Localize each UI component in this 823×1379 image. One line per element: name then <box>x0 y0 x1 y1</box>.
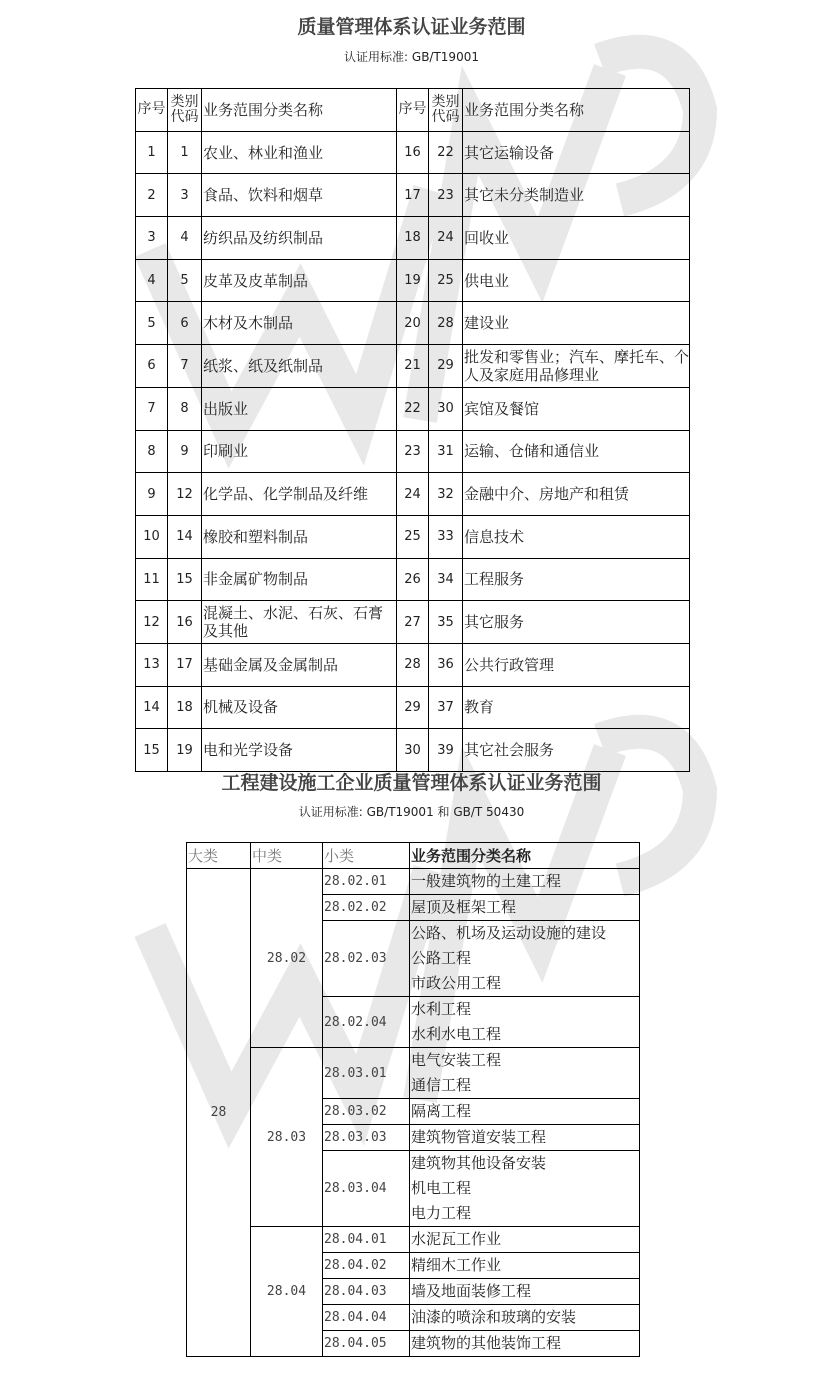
row-name: 食品、饮料和烟草 <box>202 174 397 217</box>
row-code: 30 <box>429 387 463 430</box>
row-code: 22 <box>429 131 463 174</box>
row-seq: 29 <box>397 686 429 729</box>
row-seq: 10 <box>136 515 168 558</box>
row-seq: 6 <box>136 345 168 388</box>
row-name: 金融中介、房地产和租赁 <box>463 473 690 516</box>
table-row <box>136 302 690 345</box>
minor-category: 28.04.05 <box>323 1331 410 1357</box>
row-name: 化学品、化学制品及纤维 <box>202 473 397 516</box>
row-name: 木材及木制品 <box>202 302 397 345</box>
row-seq: 19 <box>397 259 429 302</box>
row-code: 18 <box>168 686 202 729</box>
row-code: 1 <box>168 131 202 174</box>
row-code: 23 <box>429 174 463 217</box>
middle-category: 28.02 <box>251 869 323 1048</box>
scope-name-cell <box>410 1125 640 1151</box>
row-name: 非金属矿物制品 <box>202 558 397 601</box>
row-code: 17 <box>168 643 202 686</box>
scope-name-cell <box>410 1099 640 1125</box>
scope-name: 一般建筑物的土建工程 <box>411 872 562 890</box>
row-code: 32 <box>429 473 463 516</box>
row-name: 电和光学设备 <box>202 729 397 772</box>
row-seq: 12 <box>136 601 168 644</box>
minor-category: 28.03.04 <box>323 1151 410 1227</box>
scope-name: 油漆的喷涂和玻璃的安装 <box>411 1308 577 1326</box>
scope-name: 电力工程 <box>411 1204 472 1222</box>
minor-category: 28.02.01 <box>323 869 410 895</box>
header-name: 业务范围分类名称 <box>463 89 690 132</box>
table-row <box>136 217 690 260</box>
row-code: 36 <box>429 643 463 686</box>
row-code: 37 <box>429 686 463 729</box>
row-name: 其它未分类制造业 <box>463 174 690 217</box>
header-seq: 序号 <box>397 89 429 132</box>
row-code: 39 <box>429 729 463 772</box>
row-code: 19 <box>168 729 202 772</box>
scope-name: 公路、机场及运动设施的建设 <box>411 924 607 942</box>
row-seq: 17 <box>397 174 429 217</box>
row-code: 35 <box>429 601 463 644</box>
scope-name-cell <box>410 997 640 1048</box>
table-row <box>136 259 690 302</box>
row-seq: 26 <box>397 558 429 601</box>
row-seq: 8 <box>136 430 168 473</box>
row-seq: 24 <box>397 473 429 516</box>
row-name: 其它服务 <box>463 601 690 644</box>
row-name: 纺织品及纺织制品 <box>202 217 397 260</box>
row-seq: 2 <box>136 174 168 217</box>
row-code: 34 <box>429 558 463 601</box>
header-minor: 小类 <box>323 843 410 869</box>
header-code: 类别 代码 <box>168 89 202 132</box>
row-name: 橡胶和塑料制品 <box>202 515 397 558</box>
row-code: 16 <box>168 601 202 644</box>
minor-category: 28.02.02 <box>323 895 410 921</box>
row-seq: 11 <box>136 558 168 601</box>
row-seq: 23 <box>397 430 429 473</box>
row-code: 9 <box>168 430 202 473</box>
row-seq: 3 <box>136 217 168 260</box>
row-name: 供电业 <box>463 259 690 302</box>
row-name: 回收业 <box>463 217 690 260</box>
scope-name: 市政公用工程 <box>411 974 502 992</box>
scope-name: 通信工程 <box>411 1076 472 1094</box>
row-name: 农业、林业和渔业 <box>202 131 397 174</box>
construction-scope-table <box>186 842 640 1357</box>
row-code: 25 <box>429 259 463 302</box>
row-seq: 15 <box>136 729 168 772</box>
row-name: 信息技术 <box>463 515 690 558</box>
row-code: 33 <box>429 515 463 558</box>
middle-category: 28.03 <box>251 1048 323 1227</box>
row-seq: 4 <box>136 259 168 302</box>
scope-name: 水泥瓦工作业 <box>411 1230 502 1248</box>
row-seq: 18 <box>397 217 429 260</box>
table-row <box>187 1227 640 1253</box>
table-row <box>136 131 690 174</box>
row-name: 纸浆、纸及纸制品 <box>202 345 397 388</box>
minor-category: 28.02.04 <box>323 997 410 1048</box>
row-name: 基础金属及金属制品 <box>202 643 397 686</box>
header-name: 业务范围分类名称 <box>410 843 640 869</box>
row-code: 7 <box>168 345 202 388</box>
scope-name-cell <box>410 1331 640 1357</box>
minor-category: 28.02.03 <box>323 921 410 997</box>
row-code: 24 <box>429 217 463 260</box>
row-name: 工程服务 <box>463 558 690 601</box>
row-seq: 13 <box>136 643 168 686</box>
minor-category: 28.04.02 <box>323 1253 410 1279</box>
scope-name: 精细木工作业 <box>411 1256 502 1274</box>
minor-category: 28.03.02 <box>323 1099 410 1125</box>
scope-name-cell <box>410 895 640 921</box>
row-name: 其它社会服务 <box>463 729 690 772</box>
row-seq: 21 <box>397 345 429 388</box>
scope-name: 水利工程 <box>411 1000 472 1018</box>
row-code: 12 <box>168 473 202 516</box>
scope-name-cell <box>410 921 640 997</box>
scope-name-cell <box>410 1151 640 1227</box>
scope-name: 屋顶及框架工程 <box>411 898 517 916</box>
row-seq: 22 <box>397 387 429 430</box>
scope-name: 水利水电工程 <box>411 1025 502 1043</box>
row-seq: 27 <box>397 601 429 644</box>
table-row <box>136 558 690 601</box>
scope-name: 建筑物的其他装饰工程 <box>411 1334 562 1352</box>
middle-category: 28.04 <box>251 1227 323 1357</box>
table-row <box>136 515 690 558</box>
row-seq: 7 <box>136 387 168 430</box>
header-code: 类别 代码 <box>429 89 463 132</box>
row-code: 8 <box>168 387 202 430</box>
header-seq: 序号 <box>136 89 168 132</box>
table-row <box>136 643 690 686</box>
scope-name: 建筑物管道安装工程 <box>411 1128 547 1146</box>
section1-title: 质量管理体系认证业务范围 <box>297 16 526 38</box>
table-header-row <box>187 843 640 869</box>
header-name: 业务范围分类名称 <box>202 89 397 132</box>
row-name: 运输、仓储和通信业 <box>463 430 690 473</box>
row-name: 皮革及皮革制品 <box>202 259 397 302</box>
table-row <box>136 601 690 644</box>
scope-name-cell <box>410 1253 640 1279</box>
row-seq: 25 <box>397 515 429 558</box>
table-row <box>136 345 690 388</box>
row-seq: 28 <box>397 643 429 686</box>
major-category: 28 <box>187 869 251 1357</box>
section2-title: 工程建设施工企业质量管理体系认证业务范围 <box>221 772 602 794</box>
row-name: 宾馆及餐馆 <box>463 387 690 430</box>
minor-category: 28.04.04 <box>323 1305 410 1331</box>
table-row <box>136 174 690 217</box>
row-seq: 30 <box>397 729 429 772</box>
scope-name-cell <box>410 1279 640 1305</box>
row-code: 31 <box>429 430 463 473</box>
header-major: 大类 <box>187 843 251 869</box>
scope-name-cell <box>410 1305 640 1331</box>
scope-name: 机电工程 <box>411 1179 472 1197</box>
row-seq: 16 <box>397 131 429 174</box>
scope-name-cell <box>410 1227 640 1253</box>
row-code: 29 <box>429 345 463 388</box>
table-row <box>187 869 640 895</box>
row-code: 15 <box>168 558 202 601</box>
row-seq: 5 <box>136 302 168 345</box>
scope-name-cell <box>410 1048 640 1099</box>
scope-name: 墙及地面装修工程 <box>411 1282 532 1300</box>
row-name: 其它运输设备 <box>463 131 690 174</box>
row-name: 建设业 <box>463 302 690 345</box>
header-middle: 中类 <box>251 843 323 869</box>
row-name: 出版业 <box>202 387 397 430</box>
row-seq: 9 <box>136 473 168 516</box>
section1-standard: 认证用标准: GB/T19001 <box>344 50 479 64</box>
table-row <box>136 729 690 772</box>
row-seq: 1 <box>136 131 168 174</box>
row-name: 混凝土、水泥、石灰、石膏及其他 <box>202 601 397 644</box>
row-code: 28 <box>429 302 463 345</box>
row-code: 6 <box>168 302 202 345</box>
row-name: 机械及设备 <box>202 686 397 729</box>
scope-name: 建筑物其他设备安装 <box>411 1154 547 1172</box>
row-code: 14 <box>168 515 202 558</box>
row-seq: 20 <box>397 302 429 345</box>
minor-category: 28.04.03 <box>323 1279 410 1305</box>
minor-category: 28.03.03 <box>323 1125 410 1151</box>
table-row <box>187 1048 640 1099</box>
section2-standard: 认证用标准: GB/T19001 和 GB/T 50430 <box>298 805 525 819</box>
row-name: 印刷业 <box>202 430 397 473</box>
table-row <box>136 686 690 729</box>
table-header-row <box>136 89 690 132</box>
row-name: 批发和零售业；汽车、摩托车、个人及家庭用品修理业 <box>463 345 690 388</box>
row-seq: 14 <box>136 686 168 729</box>
minor-category: 28.03.01 <box>323 1048 410 1099</box>
row-name: 公共行政管理 <box>463 643 690 686</box>
row-code: 4 <box>168 217 202 260</box>
business-scope-table <box>135 88 690 772</box>
table-row <box>136 473 690 516</box>
row-name: 教育 <box>463 686 690 729</box>
scope-name: 隔离工程 <box>411 1102 472 1120</box>
row-code: 5 <box>168 259 202 302</box>
scope-name-cell <box>410 869 640 895</box>
scope-name: 电气安装工程 <box>411 1051 502 1069</box>
table-row <box>136 430 690 473</box>
minor-category: 28.04.01 <box>323 1227 410 1253</box>
scope-name: 公路工程 <box>411 949 472 967</box>
table-row <box>136 387 690 430</box>
row-code: 3 <box>168 174 202 217</box>
